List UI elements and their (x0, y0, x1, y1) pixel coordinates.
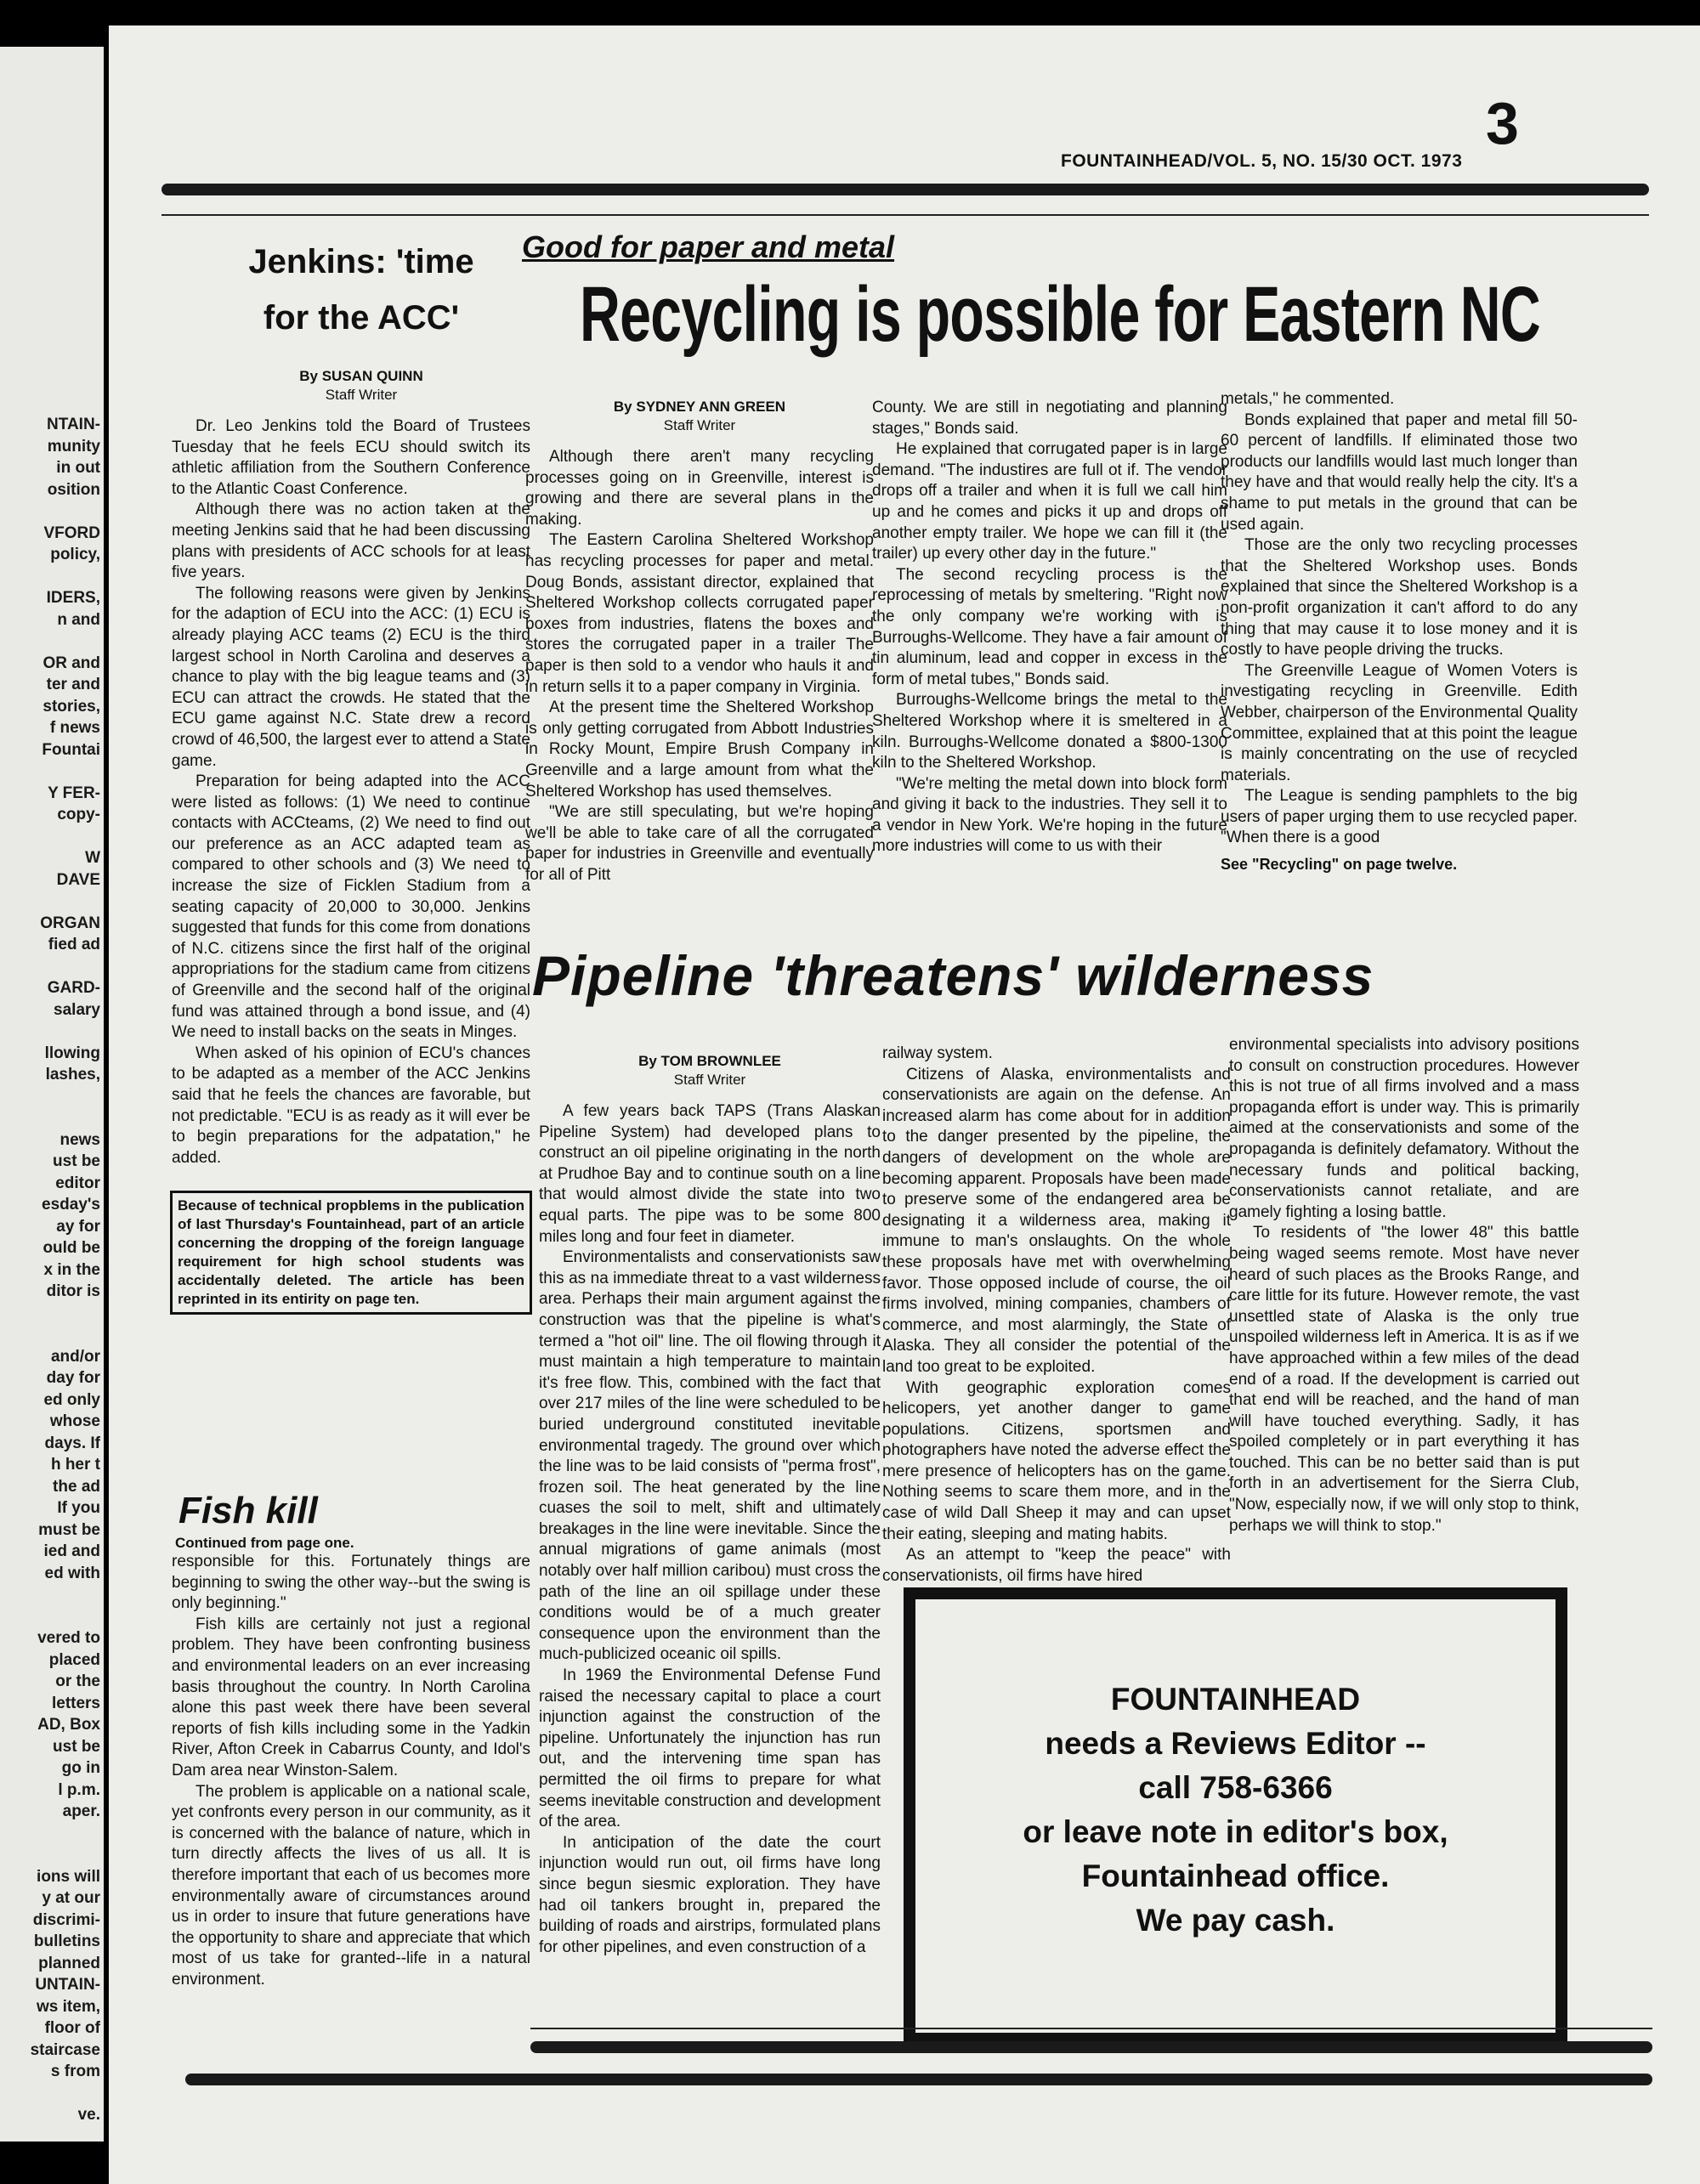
fragment-line (0, 1606, 104, 1628)
fragment-line (0, 631, 104, 653)
paragraph: "We're melting the metal down into block form and giving it back to the industries. They sell it to a vendor in New York. We're hoping in the future more industries will come to us with their (872, 774, 1227, 856)
fragment-line: h her t (50, 1456, 100, 1474)
paragraph: Environmentalists and conservationists saw this as na immediate threat to a vast wilderness area. Perhaps their main argument against the construction was that the pipeline is what's termed a "hot oil" line. The oil flowing through it must maintain a high temperature to maintain it's free flow. This, combined with the fact that over 217 miles of the line were scheduled to be buried underground constituted inevitable environmental tragedy. The ground over which the line was to be laid consists of "perma frost", frozen soil. The heat generated by the line cuases the soil to melt, shift and ultimately breakages in the line were inevitable. Since the annual migrations of game animals (most notably over half million caribou) must cross the path of the line an oil spillage under these conditions would be of a much greater consequence upon the environment than the much-publicized oceanic oil spills. (539, 1248, 881, 1664)
pipeline-col-1 (539, 1052, 881, 1958)
ad-line-6: We pay cash. (1136, 1903, 1335, 1938)
fragment-line: fied ad (48, 936, 100, 953)
pipeline-headline: Pipeline 'threatens' wilderness (532, 944, 1374, 1007)
paragraph: In anticipation of the date the court injunction would run out, oil firms have long since begun siesmic exploration. They have had oil tankers brought in, prepared the building of roads and airstrips, formulated plans for other pipelines, and even construction of a (539, 1833, 881, 1956)
paragraph: The following reasons were given by Jenkins for the adaption of ECU into the ACC: (1) ECU is already playing ACC teams (2) ECU is the third largest school in North Carolina and deserves a chance to play with the big league teams and (3) ECU can attract the crowds. He stated that the ECU game against N.C. State drew a record crowd of 46,500, the largest ever to attend a State game. (172, 584, 530, 770)
fishkill-body (162, 1552, 561, 1990)
paragraph: County. We are still in negotiating and planning stages," Bonds said. (872, 399, 1227, 438)
paragraph: The Eastern Carolina Sheltered Workshop has recycling processes for paper and metal. Doug Bonds, assistant director, explained that Sheltered Workshop collects corrugated paper boxes from industries, flatens the boxes and stores the corrugated paper in a trailer The paper is then sold to a vendor who hauls it and in return sells it to a paper company in Virginia. (525, 531, 874, 696)
fragment-line: ust be (53, 1152, 100, 1170)
folio-line: FOUNTAINHEAD/VOL. 5, NO. 15/30 OCT. 1973 (1061, 151, 1463, 171)
fragment-line: go in (61, 1759, 100, 1777)
bottom-rule-2 (185, 2074, 1652, 2085)
page-number: 3 (1486, 90, 1519, 156)
paragraph: In 1969 the Environmental Defense Fund raised the necessary capital to place a court injunction against the construction of the pipeline. Unfortunately the injunction has run out, and the intervening time span has permitted the oil firms to prepare for what seems inevitable construction and development of the area. (539, 1666, 881, 1831)
fragment-line: salary (54, 1000, 100, 1019)
fragment-line: osition (47, 480, 100, 499)
fragment-line: aper. (62, 1802, 100, 1820)
jenkins-byline: By SUSAN QUINN (299, 368, 423, 384)
fragment-line: ws item, (37, 1997, 100, 2016)
pipeline-col-2 (882, 1044, 1231, 1587)
fragment-line: news (60, 1130, 100, 1149)
fragment-line: NTAIN- (47, 416, 100, 433)
jenkins-body (162, 416, 561, 1168)
paragraph: Although there aren't many recycling processes going on in Greenville, interest is growing and there are several plans in the making. (525, 448, 874, 529)
fragment-line (0, 1823, 104, 1845)
fragment-line: s from (50, 2062, 100, 2080)
fragment-line (0, 761, 104, 783)
fragment-line (0, 1021, 104, 1043)
fragment-line: ter and (46, 676, 100, 693)
fragment-line: AD, Box (37, 1716, 100, 1734)
paragraph: The second recycling process is the reprocessing of metals by smeltering. "Right now the only company we're working with is Burroughs-Wellcome. They have a fair amount of tin aluminum, lead and copper in excess in the form of metal tubes," Bonds said. (872, 565, 1227, 688)
jenkins-headline-1: Jenkins: 'time (248, 243, 474, 280)
fragment-line: days. If (44, 1434, 100, 1452)
fragment-line: ed only (43, 1390, 100, 1409)
paragraph: He explained that corrugated paper is in large demand. "The industires are full ot if. The vendor drops off a trailer and when it is full we call him up and he comes and picks it up and drops off another empty trailer. We hope we can fill it (the trailer) up every other day in the future." (872, 440, 1227, 563)
fragment-line: Y FER- (48, 784, 100, 802)
paragraph: Although there was no action taken at the meeting Jenkins said that he had been discussing plans with presidents of ACC schools for at least five years. (172, 501, 530, 582)
fragment-line: W (85, 849, 100, 867)
recycling-byline: By SYDNEY ANN GREEN (613, 399, 786, 415)
paragraph: metals," he commented. (1221, 390, 1395, 408)
fragment-line: VFORD (43, 523, 100, 542)
paragraph: environmental specialists into advisory positions to consult on construction procedures. However this is not true of all firms involved and a mass propaganda effort is under way. This is primarily aimed at the conservationists and some of the propaganda is definitely defamatory. Without the necessary funds and political backing, conservationists cannot retaliate, and are gamely fighting a losing battle. (1229, 1036, 1579, 1221)
fragment-line: x in the (43, 1260, 100, 1279)
recycling-kicker: Good for paper and metal (522, 229, 895, 264)
fragment-line: l p.m. (58, 1780, 100, 1799)
bottom-rule-1 (530, 2041, 1652, 2053)
recycling-headline: Recycling is possible for Eastern NC (580, 271, 1540, 358)
fragment-line: policy, (50, 546, 100, 563)
fragment-line: whose (49, 1412, 100, 1430)
fragment-line (0, 1584, 104, 1606)
paragraph: A few years back TAPS (Trans Alaskan Pipeline System) had developed plans to construct an oil pipeline originating in the north at Prudhoe Bay and to continue south on a line that would almost divide the state into two equal parts. The pipe was to be some 800 miles long and four feet in diameter. (539, 1102, 881, 1246)
pipeline-byline: By TOM BROWNLEE (638, 1053, 781, 1069)
paragraph: responsible for this. Fortunately things are beginning to swing the other way--but the swing is only beginning." (172, 1553, 530, 1613)
fragment-line (0, 2083, 104, 2105)
fragment-line: ditor is (46, 1282, 100, 1300)
fragment-line (0, 956, 104, 978)
fragment-line: and/or (50, 1347, 100, 1366)
fragment-line: staircase (30, 2040, 100, 2059)
fragment-line: lashes, (45, 1066, 100, 1084)
newspaper-page (109, 25, 1700, 2184)
paragraph: Bonds explained that paper and metal fill 50-60 percent of landfills. If eliminated those two products our landfills would last much longer than they have and that would really help the city. It's a shame to put metals in the ground that can be used again. (1221, 410, 1578, 534)
fragment-line: the ad (53, 1477, 100, 1496)
paragraph: Dr. Leo Jenkins told the Board of Trustees Tuesday that he feels ECU should switch its athletic affiliation from the Southern Conference to the Atlantic Coast Conference. (172, 417, 530, 498)
ad-line-4: or leave note in editor's box, (1023, 1814, 1448, 1849)
fragment-line: stories, (42, 697, 100, 716)
paragraph: The League is sending pamphlets to the big users of paper urging them to use recycled paper. "When there is a good (1221, 787, 1578, 847)
paragraph: "We are still speculating, but we're hoping we'll be able to take care of all the corrugated paper for industries in Greenville and eventually for all of Pitt (525, 803, 874, 884)
fragment-line: must be (38, 1520, 100, 1539)
recycling-staff-role: Staff Writer (663, 417, 736, 433)
fragment-line: in out (56, 459, 100, 477)
paragraph: Those are the only two recycling processes that the Sheltered Workshop uses. Bonds explained that since the Sheltered Workshop is a non-profit organization it can't afford to do any thing that may cause it to lose money and it is costly to have people driving the trucks. (1221, 536, 1578, 659)
fragment-line (0, 826, 104, 848)
fragment-line: floor of (44, 2019, 100, 2037)
fragment-line: discrimi- (32, 1910, 100, 1929)
fragment-line: n and (57, 610, 100, 629)
paragraph: railway system. (882, 1044, 993, 1062)
fragment-line (0, 1107, 104, 1129)
fragment-line (0, 1303, 104, 1325)
fishkill-story (162, 1487, 561, 1990)
fragment-line: ORGAN (40, 914, 100, 932)
paragraph: At the present time the Sheltered Workshop is only getting corrugated from Abbott Industries in Rocky Mount, Empire Brush Company in Greenville and a large amount from what the Sheltered Workshop has used themselves. (525, 699, 874, 801)
paragraph: Fish kills are certainly not just a regional problem. They have been confronting business and environmental leaders on an ever increasing basis throughout the country. In North Carolina alone this past week there have been several reports of fish kills including some in the Yadkin River, Afton Creek in Cabarrus County, and Idol's Dam area near Winston-Salem. (172, 1615, 530, 1779)
fragment-line: editor (55, 1174, 100, 1192)
jenkins-headline-2: for the ACC' (263, 299, 460, 337)
fragment-line: ould be (42, 1239, 100, 1257)
paragraph: To residents of "the lower 48" this battle being waged seems remote. Most have never heard of such places as the Brooks Range, and care little for its future. However remote, the vast unsettled state of Alaska is the only true unspoiled wilderness left in America. It is as if we have approached within a few miles of the dead end of a road. If the development is carried out that end will be reached, and the hand of man will have touched everything. Sadly, it has spoiled completely or in part everything it has touched. This can be no better said than is put forth in an advertisement for the Sierra Club, "Now, especially now, if we will only stop to think, perhaps we will think to stop." (1229, 1224, 1579, 1535)
fishkill-headline: Fish kill (178, 1490, 318, 1531)
paragraph: Burroughs-Wellcome brings the metal to the Sheltered Workshop where it is smeltered in a kiln. Burroughs-Wellcome donated a $800-1300 kiln to the Sheltered Workshop. (872, 691, 1227, 772)
jenkins-staff-role: Staff Writer (325, 387, 398, 403)
fragment-line: llowing (44, 1044, 100, 1062)
reviews-editor-ad (904, 1587, 1567, 2045)
fragment-line: f news (49, 719, 100, 737)
correction-note: Because of technical propblems in the publication of last Thursday's Fountainhead, part of an article concerning the dropping of the foreign language requirement for high school students was accidentally deleted. The article has been reprinted in its entirity on page ten. (170, 1191, 532, 1315)
paragraph: As an attempt to "keep the peace" with conservationists, oil firms have hired (882, 1546, 1231, 1585)
ad-line-1: FOUNTAINHEAD (1110, 1682, 1361, 1717)
paragraph: Preparation for being adapted into the ACC were listed as follows: (1) We need to continue contacts with ACCteams, (2) We need to find out our preference as an ACC adapted team as compared to other schools and (3) We need to increase the size of Ficklen Stadium from a seating capacity of 20,000 to 30,000. Jenkins suggested that funds for this come from donations of N.C. citizens since the first half of the original appropriations for the stadium came from citizens of Greenville and the second half of the original fund was attained through a bond issue, and (4) We need to install backs on the seats in Minges. (172, 772, 530, 1042)
fragment-line: GARD- (47, 979, 100, 997)
fragment-line (0, 1844, 104, 1866)
fragment-line: ions will (37, 1867, 100, 1886)
fragment-line: If you (57, 1499, 100, 1517)
recycling-col-1 (525, 398, 874, 885)
fragment-line: ust be (53, 1737, 100, 1756)
fragment-line: y at our (42, 1889, 100, 1907)
recycling-see-more: See "Recycling" on page twelve. (1221, 856, 1458, 874)
fragment-line (0, 501, 104, 523)
fishkill-continued: Continued from page one. (175, 1535, 354, 1551)
fragment-line: DAVE (56, 870, 100, 889)
ad-line-2: needs a Reviews Editor -- (1045, 1726, 1426, 1761)
paragraph: When asked of his opinion of ECU's chances to be adapted as a member of the ACC Jenkins said that he feels the chances are favorable, but not predictable. "ECU is as ready as it will ever be to begin preparations for the adpatation," he added. (172, 1044, 530, 1167)
fragment-line (0, 1324, 104, 1346)
header-thin-rule (162, 214, 1649, 216)
recycling-col-2 (872, 398, 1227, 857)
paragraph: Citizens of Alaska, environmentalists and conservationists are again on the defense. An increased alarm has come about for in addition to the danger presented by the pipeline, the dangers of development on the whole are becoming apparent. Proposals have been made to preserve some of the endangered area be designating it a wilderness area, making it immune to man's onslaughts. On the whole these proposals have met with overwhelming favor. Those opposed include of course, the oil firms involved, mining companies, chambers of commerce, and most alarmingly, the State of Alaska. They all consider the potential of the land too great to be exploited. (882, 1065, 1231, 1376)
fragment-line: vered to (37, 1629, 100, 1647)
jenkins-story (162, 238, 561, 1315)
paragraph: With geographic exploration comes helicopers, yet another danger to game populations. Citizens, sportsmen and photographers have noted the adverse effect the mere presence of helicopters has on the game. Nothing seems to scare them more, and in the case of wild Dall Sheep it may and can upset their eating, sleeping and mating habits. (882, 1378, 1231, 1543)
fragment-line: ed with (44, 1564, 100, 1582)
ad-line-3: call 758-6366 (1138, 1770, 1333, 1805)
previous-page-edge (0, 47, 104, 2142)
bottom-thin-rule (530, 2028, 1652, 2029)
fragment-line: or the (55, 1672, 100, 1690)
fragment-line: letters (51, 1694, 100, 1712)
fragment-line: Fountai (42, 740, 100, 759)
fragment-line: ay for (56, 1217, 100, 1236)
fragment-line: copy- (57, 806, 100, 823)
fragment-line: day for (46, 1369, 100, 1387)
fragment-line (0, 566, 104, 588)
fragment-line: OR and (42, 654, 100, 672)
fragment-line: esday's (42, 1196, 100, 1214)
header-rule (162, 184, 1649, 195)
pipeline-col-3 (1229, 1035, 1579, 1536)
pipeline-staff-role: Staff Writer (673, 1072, 746, 1088)
fragment-line: munity (47, 437, 100, 455)
ad-line-5: Fountainhead office. (1081, 1859, 1390, 1893)
paragraph: The Greenville League of Women Voters is investigating recycling in Greenville. Edith Webber, chairperson of the Environmental Quality Committee, explained that at this point the league is mainly concentrating on the use of recycled materials. (1221, 661, 1578, 784)
recycling-col-3 (1221, 389, 1578, 875)
fragment-line: UNTAIN- (35, 1976, 100, 1994)
fragment-line: placed (48, 1650, 100, 1669)
fragment-line: planned (38, 1954, 100, 1972)
fragment-line: IDERS, (46, 589, 100, 607)
fragment-line (0, 891, 104, 913)
fragment-line: bulletins (33, 1932, 100, 1950)
paragraph: The problem is applicable on a national scale, yet confronts every person in our community, as it is concerned with the balance of nature, which in turn directly affects the lives of us all. It is therefore important that each of us becomes more environmentally aware of circumstances around us in order to insure that future generations have the opportunity to share and appreciate that which most of us take for granted--life in a natural environment. (172, 1782, 530, 1989)
fragment-line: ied and (43, 1542, 100, 1560)
fragment-line (0, 1086, 104, 1108)
fragment-line: ve. (77, 2106, 100, 2124)
